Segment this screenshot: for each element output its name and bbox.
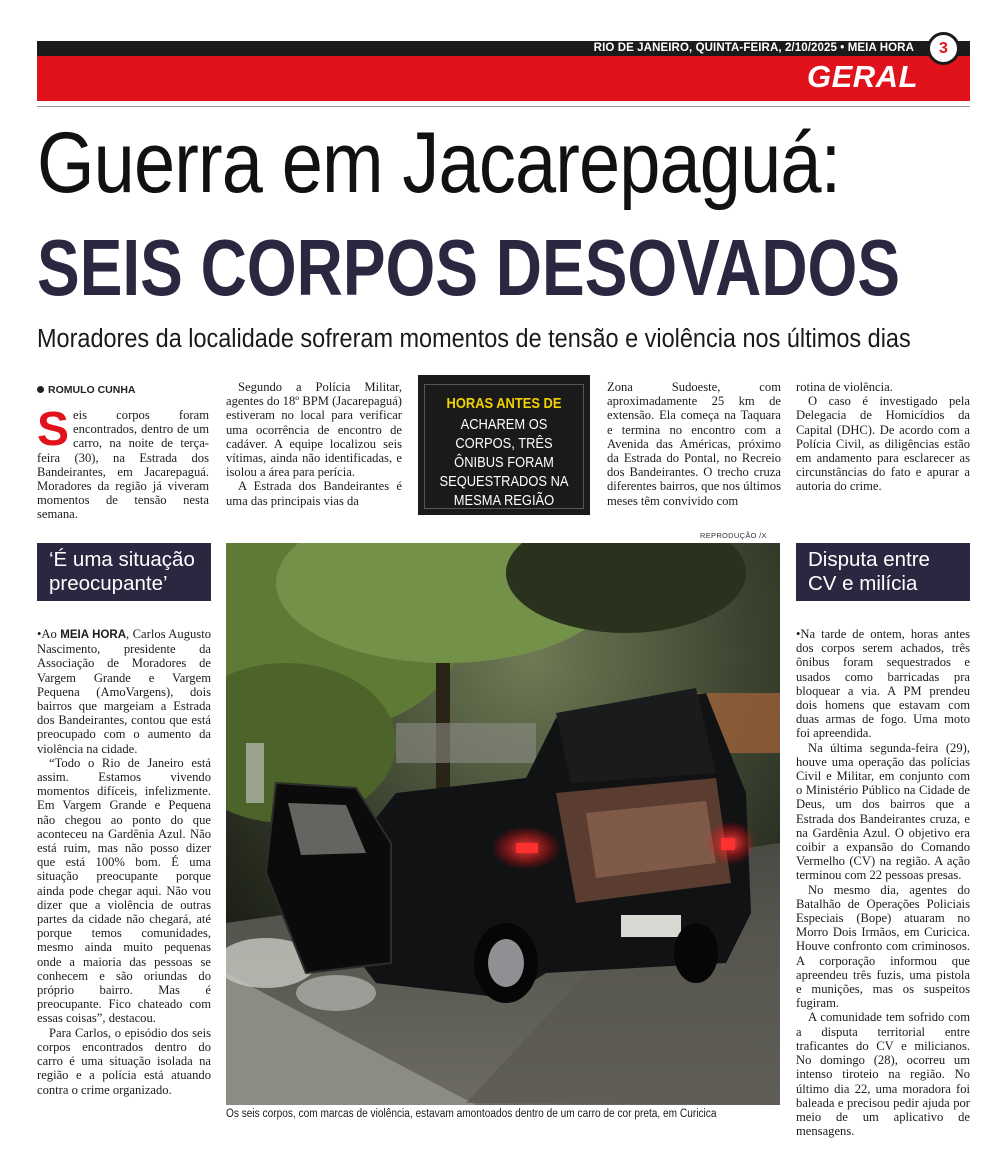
page-number-badge: 3	[927, 32, 960, 65]
car-scene-illustration	[226, 543, 780, 1105]
article-paragraph: A Estrada dos Bandeirantes é uma das principais vias da	[226, 479, 402, 508]
pull-quote-text: ACHAREM OS CORPOS, TRÊS ÔNIBUS FORAM SEQUESTRADOS NA MESMA REGIÃO	[439, 416, 569, 509]
article-paragraph: “Todo o Rio de Janeiro está assim. Estamos vivendo momentos difíceis, infelizmente. Em Vargem Grande e Pequena não chegou ao ponto do que aconteceu na Gardênia Azul. Não está ruim, mas não posso dizer que está 100% bom. É uma situação preocupante porque ainda pode chegar aqui. Não vou dizer que a violência de outras partes da cidade não chegará, até porque temos comunidades, mesmo ainda muito pequenas onde a maioria das pessoas se conhecem e são oriundas do próprio bairro. Mas é preocupante. Fico chateado com essas coisas”, destacou.	[37, 755, 211, 1026]
subheadline: Moradores da localidade sofreram momentos de tensão e violência nos últimos dias	[37, 325, 911, 353]
news-photo	[226, 543, 780, 1105]
photo-caption: Os seis corpos, com marcas de violência, estavam amontoados dentro de um carro de cor preta, em Curicica	[226, 1108, 717, 1120]
article-paragraph: A comunidade tem sofrido com a disputa territorial entre traficantes do CV e milicianos. No domingo (28), ocorreu um intenso tiroteio na região. No último dia 22, uma moradora foi baleada e precisou pedir ajuda por meio de um aplicativo de mensagens.	[796, 1010, 970, 1139]
article-paragraph: Para Carlos, o episódio dos seis corpos encontrados dentro do carro é uma situação isolada na região e a polícia está atuando contra o crime organizado.	[37, 1025, 211, 1097]
article-paragraph: No mesmo dia, agentes do Batalhão de Operações Policiais Especiais (Bope) atuaram no Morro Dois Irmãos, em Curicica. Houve confronto com criminosos. A corporação informou que apreendeu três fuzis, uma pistola e munições, mas os suspeitos fugiram.	[796, 882, 970, 1011]
article-paragraph: O caso é investigado pela Delegacia de Homicídios da Capital (DHC). De acordo com a Polícia Civil, as diligências estão em andamento para esclarecer as circunstâncias do fato e apurar a autoria do crime.	[796, 394, 970, 494]
bullet-icon	[37, 386, 44, 393]
box-title-left: ‘É uma situação preocupante’	[37, 543, 211, 601]
dateline: RIO DE JANEIRO, QUINTA-FEIRA, 2/10/2025 • MEIA HORA	[593, 42, 914, 54]
section-banner	[37, 56, 970, 101]
article-paragraph: •Ao MEIA HORA, Carlos Augusto Nascimento, presidente da Associação de Moradores de Vargem Grande e Vargem Pequena (AmoVargens), dois bairros que margeiam a Estrada dos Bandeirantes, contou que está preocupado com o aumento da violência na cidade.	[37, 627, 211, 756]
article-paragraph: •Na tarde de ontem, horas antes dos corpos serem achados, três ônibus foram sequestrados e usados como barricadas pra bloquear a via. A PM prendeu dois homens que estavam com duas armas de fogo. Uma moto foi apreendida.	[796, 627, 970, 741]
article-paragraph: Zona Sudoeste, com aproximadamente 25 km de extensão. Ela começa na Taquara e termina no encontro com a Avenida das Américas, próximo da Estrada do Pontal, no Recreio dos Bandeirantes. O trecho cruza diferentes bairros, que nos últimos meses têm convivido com	[607, 380, 781, 508]
headline-line2: SEIS CORPOS DESOVADOS	[37, 223, 900, 312]
brand-name: MEIA HORA	[60, 629, 127, 641]
headline-line1: Guerra em Jacarepaguá:	[37, 115, 841, 211]
article-column-4	[607, 380, 781, 508]
author-name: ROMULO CUNHA	[48, 384, 136, 396]
pull-quote-box	[418, 375, 590, 515]
photo-credit: REPRODUÇÃO /X	[700, 531, 767, 540]
box-story-left	[37, 627, 211, 1097]
plate-text	[650, 922, 653, 932]
article-paragraph: Na última segunda-feira (29), houve uma operação das polícias Civil e Militar, em conjunto com o Ministério Público na Cidade de Deus, um dos bairros que a Estrada dos Bandeirantes cruza, e na Gardênia Azul. O objetivo era coibir a expansão do Comando Vermelho (CV) na região. A ação terminou com 22 pessoas presas.	[796, 740, 970, 883]
lead-paragraph	[37, 403, 209, 522]
article-column-5	[796, 380, 970, 494]
pull-quote-kicker: HORAS ANTES DE	[446, 395, 562, 412]
section-title: GERAL	[807, 59, 918, 94]
divider	[37, 106, 970, 107]
byline	[37, 384, 136, 396]
article-paragraph: Segundo a Polícia Militar, agentes do 18º BPM (Jacarepaguá) estiveram no local para verificar uma ocorrência de encontro de cadáver. A equipe localizou seis vítimas, ainda não identificadas, e isolou a área para perícia.	[226, 380, 402, 480]
box-title-right: Disputa entre CV e milícia	[796, 543, 970, 601]
paragraph-text: Na tarde de ontem, horas antes dos corpos serem achados, três ônibus foram sequestrados e usados como barricadas pra bloquear a via. A PM prendeu dois homens que estavam com duas armas de fogo. Uma moto foi apreendida.	[796, 627, 970, 741]
box-story-right	[796, 627, 970, 1138]
lead-prefix: Ao	[41, 627, 61, 641]
drop-cap: S	[37, 403, 70, 456]
article-column-2	[226, 380, 402, 508]
lead-rest: , Carlos Augusto Nascimento, presidente da Associação de Moradores de Vargem Grande e Vargem Pequena (AmoVargens), dois bairros que margeiam a Estrada dos Bandeirantes, contou que está preocupado com o aumento da violência na cidade.	[37, 627, 211, 756]
date-bar	[37, 41, 970, 56]
lead-text: eis corpos foram encontrados, dentro de um carro, na noite de terça-feira (30), na Estrada dos Bandeirantes, em Jacarepaguá. Moradores da região já viveram momentos de tensão nesta semana.	[37, 408, 209, 522]
article-paragraph: rotina de violência.	[796, 380, 893, 394]
